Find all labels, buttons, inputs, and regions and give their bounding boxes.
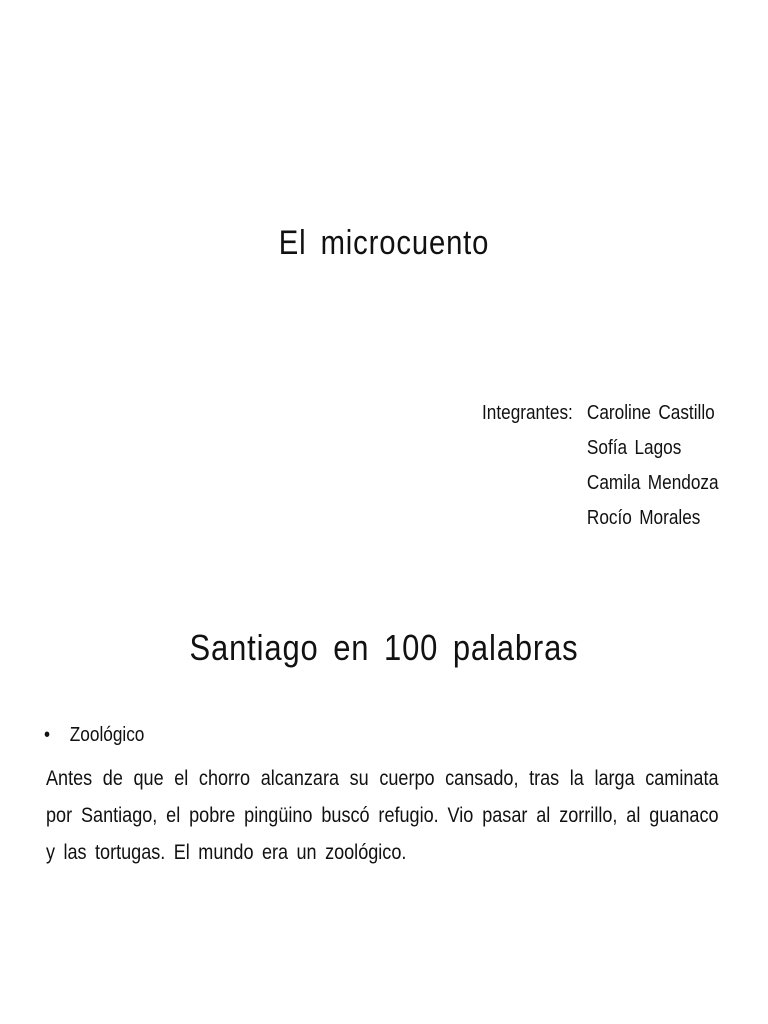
- bullet-item: [44, 720, 144, 750]
- member-row: [482, 466, 723, 501]
- section-title: Santiago en 100 palabras: [189, 627, 579, 668]
- members-label-spacer: [482, 431, 587, 466]
- member-row: [482, 501, 723, 536]
- member-row: [482, 396, 723, 431]
- members-label-spacer: [482, 501, 587, 536]
- story-paragraph: Antes de que el chorro alcanzara su cuerpo cansado, tras la larga caminata por Santiago, el pobre pingüino buscó refugio. Vio pasar al zorrillo, al guanaco y las tortugas. El mundo era un zoológico.: [46, 767, 719, 864]
- member-name: Camila Mendoza: [586, 472, 719, 494]
- member-name: Rocío Morales: [586, 507, 701, 529]
- members-label-spacer: [482, 466, 587, 501]
- members-block: [482, 396, 723, 536]
- member-name: Caroline Castillo: [586, 402, 715, 424]
- document-title: El microcuento: [278, 224, 490, 262]
- member-name: Sofía Lagos: [586, 437, 682, 459]
- member-row: [482, 431, 723, 466]
- members-label: Integrantes:: [482, 402, 573, 424]
- bullet-label: Zoológico: [69, 724, 145, 746]
- bullet-icon: •: [44, 724, 51, 746]
